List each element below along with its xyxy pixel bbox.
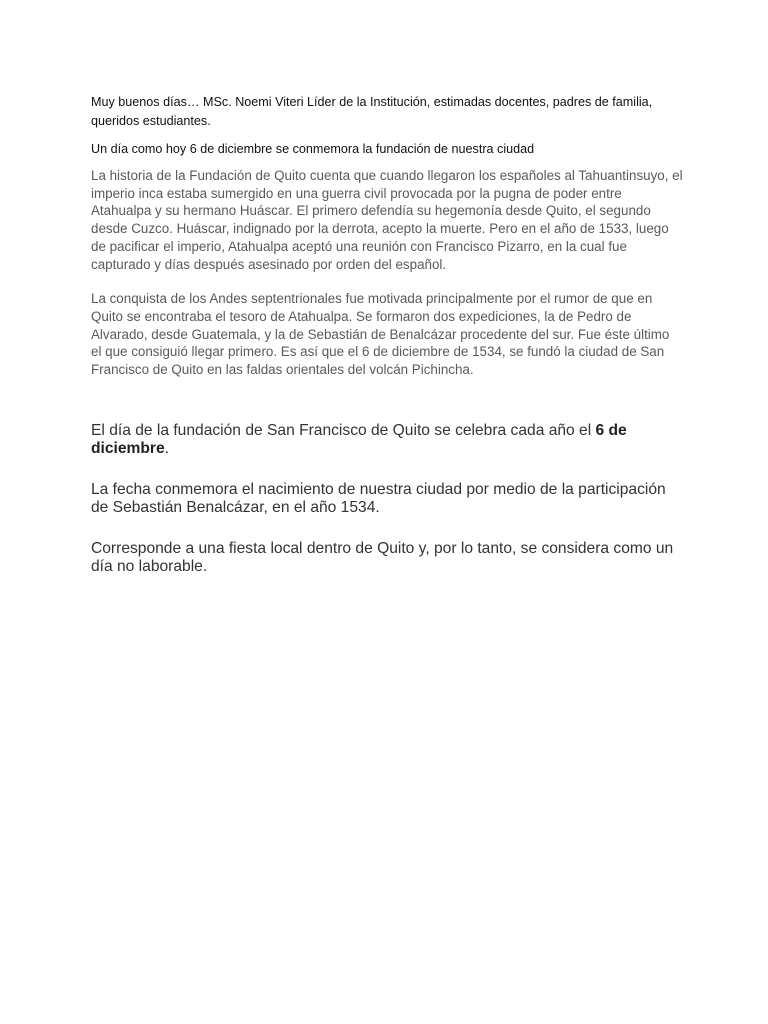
- history-paragraph-2: La conquista de los Andes septentrionales fue motivada principalmente por el rumor de que en Quito se encontraba el tesoro de Atahualpa. Se formaron dos expediciones, la de Pedro de Alvarado, desde Guatemala, y la de Sebastián de Benalcázar procedente del sur. Fue éste último el que consiguió llegar primero. Es así que el 6 de diciembre de 1534, se fundó la ciudad de San Francisco de Quito en las faldas orientales del volcán Pichincha.: [91, 291, 670, 378]
- document-page: [91, 93, 683, 577]
- commemoration-paragraph: La fecha conmemora el nacimiento de nuestra ciudad por medio de la participación de Sebastián Benalcázar, en el año 1534.: [91, 480, 666, 517]
- holiday-paragraph: Corresponde a una fiesta local dentro de Quito y, por lo tanto, se considera como un día no laborable.: [91, 539, 674, 576]
- greeting-paragraph: Muy buenos días… MSc. Noemi Viteri Líder de la Institución, estimadas docentes, padres de familia, queridos estudiantes.: [91, 95, 653, 128]
- celebration-end: .: [164, 440, 170, 458]
- celebration-date: 6 de diciembre: [91, 421, 627, 458]
- history-paragraph-1: La historia de la Fundación de Quito cuenta que cuando llegaron los españoles al Tahuantinsuyo, el imperio inca estaba sumergido en una guerra civil provocada por la pugna de poder entre Atahualpa y su hermano Huáscar. El primero defendía su hegemonía desde Quito, el segundo desde Cuzco. Huáscar, indignado por la derrota, acepto la muerte. Pero en el año de 1533, luego de pacificar el imperio, Atahualpa aceptó una reunión con Francisco Pizarro, en la cual fue capturado y días después asesinado por orden del español.: [91, 168, 683, 272]
- celebration-paragraph: [91, 422, 683, 459]
- celebration-text: El día de la fundación de San Francisco de Quito se celebra cada año el: [91, 421, 596, 439]
- intro-paragraph: Un día como hoy 6 de diciembre se conmemora la fundación de nuestra ciudad: [91, 142, 535, 156]
